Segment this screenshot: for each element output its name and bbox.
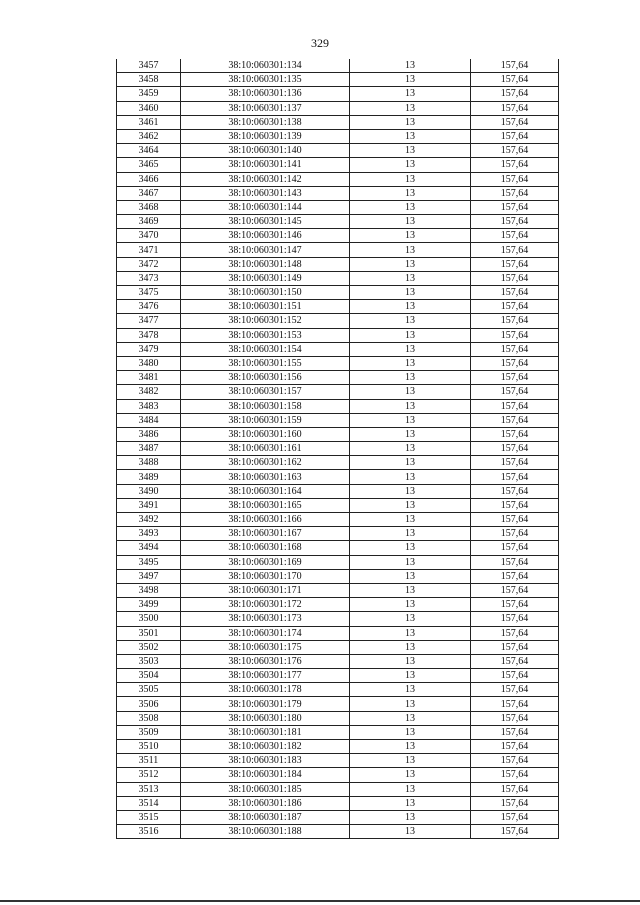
count-cell: 13 [350, 314, 471, 328]
value-cell: 157,64 [471, 669, 559, 683]
row-number-cell: 3487 [117, 442, 181, 456]
value-cell: 157,64 [471, 87, 559, 101]
row-number-cell: 3511 [117, 754, 181, 768]
value-cell: 157,64 [471, 569, 559, 583]
count-cell: 13 [350, 413, 471, 427]
count-cell: 13 [350, 654, 471, 668]
table-row [117, 427, 559, 441]
cadastral-number-cell: 38:10:060301:153 [181, 328, 350, 342]
table-row [117, 186, 559, 200]
table-row [117, 342, 559, 356]
value-cell: 157,64 [471, 243, 559, 257]
value-cell: 157,64 [471, 555, 559, 569]
row-number-cell: 3505 [117, 683, 181, 697]
cadastral-number-cell: 38:10:060301:180 [181, 711, 350, 725]
row-number-cell: 3473 [117, 271, 181, 285]
value-cell: 157,64 [471, 725, 559, 739]
value-cell: 157,64 [471, 356, 559, 370]
cadastral-number-cell: 38:10:060301:158 [181, 399, 350, 413]
value-cell: 157,64 [471, 129, 559, 143]
value-cell: 157,64 [471, 541, 559, 555]
value-cell: 157,64 [471, 172, 559, 186]
row-number-cell: 3468 [117, 200, 181, 214]
table-row [117, 300, 559, 314]
value-cell: 157,64 [471, 654, 559, 668]
value-cell: 157,64 [471, 144, 559, 158]
count-cell: 13 [350, 810, 471, 824]
table-row [117, 101, 559, 115]
count-cell: 13 [350, 470, 471, 484]
value-cell: 157,64 [471, 158, 559, 172]
cadastral-number-cell: 38:10:060301:155 [181, 356, 350, 370]
row-number-cell: 3465 [117, 158, 181, 172]
count-cell: 13 [350, 399, 471, 413]
table-row [117, 229, 559, 243]
table-row [117, 754, 559, 768]
table-body [117, 59, 559, 839]
count-cell: 13 [350, 371, 471, 385]
table-row [117, 569, 559, 583]
cadastral-number-cell: 38:10:060301:188 [181, 825, 350, 839]
count-cell: 13 [350, 87, 471, 101]
cadastral-number-cell: 38:10:060301:157 [181, 385, 350, 399]
row-number-cell: 3508 [117, 711, 181, 725]
row-number-cell: 3475 [117, 286, 181, 300]
value-cell: 157,64 [471, 101, 559, 115]
cadastral-number-cell: 38:10:060301:141 [181, 158, 350, 172]
cadastral-number-cell: 38:10:060301:159 [181, 413, 350, 427]
cadastral-number-cell: 38:10:060301:179 [181, 697, 350, 711]
row-number-cell: 3514 [117, 796, 181, 810]
cadastral-number-cell: 38:10:060301:170 [181, 569, 350, 583]
cadastral-number-cell: 38:10:060301:154 [181, 342, 350, 356]
count-cell: 13 [350, 555, 471, 569]
row-number-cell: 3462 [117, 129, 181, 143]
value-cell: 157,64 [471, 300, 559, 314]
value-cell: 157,64 [471, 115, 559, 129]
table-row [117, 626, 559, 640]
row-number-cell: 3477 [117, 314, 181, 328]
table-row [117, 796, 559, 810]
value-cell: 157,64 [471, 286, 559, 300]
value-cell: 157,64 [471, 73, 559, 87]
table-row [117, 271, 559, 285]
cadastral-number-cell: 38:10:060301:135 [181, 73, 350, 87]
table-row [117, 484, 559, 498]
cadastral-number-cell: 38:10:060301:149 [181, 271, 350, 285]
value-cell: 157,64 [471, 598, 559, 612]
row-number-cell: 3457 [117, 59, 181, 73]
count-cell: 13 [350, 498, 471, 512]
row-number-cell: 3488 [117, 456, 181, 470]
table-row [117, 725, 559, 739]
value-cell: 157,64 [471, 711, 559, 725]
cadastral-number-cell: 38:10:060301:148 [181, 257, 350, 271]
count-cell: 13 [350, 442, 471, 456]
value-cell: 157,64 [471, 229, 559, 243]
table-row [117, 669, 559, 683]
table-row [117, 456, 559, 470]
count-cell: 13 [350, 229, 471, 243]
table-row [117, 215, 559, 229]
count-cell: 13 [350, 796, 471, 810]
value-cell: 157,64 [471, 314, 559, 328]
cadastral-number-cell: 38:10:060301:144 [181, 200, 350, 214]
cadastral-number-cell: 38:10:060301:187 [181, 810, 350, 824]
cadastral-number-cell: 38:10:060301:151 [181, 300, 350, 314]
table-row [117, 314, 559, 328]
row-number-cell: 3476 [117, 300, 181, 314]
table-row [117, 158, 559, 172]
value-cell: 157,64 [471, 342, 559, 356]
table-row [117, 328, 559, 342]
count-cell: 13 [350, 754, 471, 768]
count-cell: 13 [350, 640, 471, 654]
count-cell: 13 [350, 711, 471, 725]
count-cell: 13 [350, 569, 471, 583]
value-cell: 157,64 [471, 768, 559, 782]
row-number-cell: 3509 [117, 725, 181, 739]
cadastral-number-cell: 38:10:060301:178 [181, 683, 350, 697]
row-number-cell: 3482 [117, 385, 181, 399]
row-number-cell: 3484 [117, 413, 181, 427]
cadastral-number-cell: 38:10:060301:176 [181, 654, 350, 668]
row-number-cell: 3471 [117, 243, 181, 257]
count-cell: 13 [350, 59, 471, 73]
table-row [117, 172, 559, 186]
count-cell: 13 [350, 129, 471, 143]
cadastral-number-cell: 38:10:060301:134 [181, 59, 350, 73]
table-row [117, 257, 559, 271]
table-row [117, 555, 559, 569]
table-row [117, 470, 559, 484]
table-row [117, 612, 559, 626]
value-cell: 157,64 [471, 427, 559, 441]
count-cell: 13 [350, 484, 471, 498]
value-cell: 157,64 [471, 527, 559, 541]
value-cell: 157,64 [471, 583, 559, 597]
row-number-cell: 3466 [117, 172, 181, 186]
table-row [117, 654, 559, 668]
cadastral-number-cell: 38:10:060301:140 [181, 144, 350, 158]
value-cell: 157,64 [471, 612, 559, 626]
table-row [117, 640, 559, 654]
row-number-cell: 3491 [117, 498, 181, 512]
value-cell: 157,64 [471, 796, 559, 810]
cadastral-number-cell: 38:10:060301:166 [181, 513, 350, 527]
count-cell: 13 [350, 825, 471, 839]
table-row [117, 356, 559, 370]
cadastral-number-cell: 38:10:060301:163 [181, 470, 350, 484]
count-cell: 13 [350, 541, 471, 555]
row-number-cell: 3490 [117, 484, 181, 498]
value-cell: 157,64 [471, 810, 559, 824]
table-row [117, 59, 559, 73]
count-cell: 13 [350, 257, 471, 271]
value-cell: 157,64 [471, 257, 559, 271]
row-number-cell: 3486 [117, 427, 181, 441]
table-row [117, 200, 559, 214]
value-cell: 157,64 [471, 200, 559, 214]
cadastral-number-cell: 38:10:060301:173 [181, 612, 350, 626]
cadastral-number-cell: 38:10:060301:160 [181, 427, 350, 441]
row-number-cell: 3515 [117, 810, 181, 824]
row-number-cell: 3469 [117, 215, 181, 229]
table-row [117, 115, 559, 129]
cadastral-number-cell: 38:10:060301:174 [181, 626, 350, 640]
count-cell: 13 [350, 115, 471, 129]
cadastral-table [116, 59, 559, 839]
row-number-cell: 3489 [117, 470, 181, 484]
cadastral-number-cell: 38:10:060301:139 [181, 129, 350, 143]
count-cell: 13 [350, 683, 471, 697]
table-row [117, 697, 559, 711]
table-row [117, 413, 559, 427]
cadastral-number-cell: 38:10:060301:167 [181, 527, 350, 541]
row-number-cell: 3506 [117, 697, 181, 711]
count-cell: 13 [350, 158, 471, 172]
value-cell: 157,64 [471, 782, 559, 796]
table-row [117, 711, 559, 725]
row-number-cell: 3492 [117, 513, 181, 527]
cadastral-number-cell: 38:10:060301:152 [181, 314, 350, 328]
row-number-cell: 3503 [117, 654, 181, 668]
cadastral-number-cell: 38:10:060301:137 [181, 101, 350, 115]
row-number-cell: 3460 [117, 101, 181, 115]
count-cell: 13 [350, 513, 471, 527]
count-cell: 13 [350, 527, 471, 541]
value-cell: 157,64 [471, 413, 559, 427]
cadastral-number-cell: 38:10:060301:146 [181, 229, 350, 243]
count-cell: 13 [350, 583, 471, 597]
row-number-cell: 3478 [117, 328, 181, 342]
cadastral-number-cell: 38:10:060301:165 [181, 498, 350, 512]
count-cell: 13 [350, 356, 471, 370]
row-number-cell: 3516 [117, 825, 181, 839]
table-row [117, 243, 559, 257]
row-number-cell: 3493 [117, 527, 181, 541]
table-row [117, 385, 559, 399]
row-number-cell: 3510 [117, 740, 181, 754]
count-cell: 13 [350, 101, 471, 115]
row-number-cell: 3461 [117, 115, 181, 129]
value-cell: 157,64 [471, 470, 559, 484]
cadastral-number-cell: 38:10:060301:185 [181, 782, 350, 796]
count-cell: 13 [350, 271, 471, 285]
count-cell: 13 [350, 300, 471, 314]
count-cell: 13 [350, 385, 471, 399]
cadastral-number-cell: 38:10:060301:142 [181, 172, 350, 186]
table-row [117, 73, 559, 87]
count-cell: 13 [350, 328, 471, 342]
count-cell: 13 [350, 697, 471, 711]
row-number-cell: 3494 [117, 541, 181, 555]
table-row [117, 513, 559, 527]
count-cell: 13 [350, 144, 471, 158]
row-number-cell: 3504 [117, 669, 181, 683]
count-cell: 13 [350, 725, 471, 739]
row-number-cell: 3513 [117, 782, 181, 796]
cadastral-number-cell: 38:10:060301:184 [181, 768, 350, 782]
count-cell: 13 [350, 612, 471, 626]
count-cell: 13 [350, 427, 471, 441]
value-cell: 157,64 [471, 626, 559, 640]
table-row [117, 87, 559, 101]
table-row [117, 683, 559, 697]
row-number-cell: 3500 [117, 612, 181, 626]
cadastral-number-cell: 38:10:060301:172 [181, 598, 350, 612]
table-row [117, 399, 559, 413]
value-cell: 157,64 [471, 59, 559, 73]
cadastral-number-cell: 38:10:060301:177 [181, 669, 350, 683]
bottom-rule [0, 900, 640, 902]
row-number-cell: 3467 [117, 186, 181, 200]
value-cell: 157,64 [471, 498, 559, 512]
table-row [117, 371, 559, 385]
table-row [117, 527, 559, 541]
row-number-cell: 3481 [117, 371, 181, 385]
cadastral-number-cell: 38:10:060301:186 [181, 796, 350, 810]
table-row [117, 286, 559, 300]
row-number-cell: 3479 [117, 342, 181, 356]
cadastral-number-cell: 38:10:060301:169 [181, 555, 350, 569]
cadastral-number-cell: 38:10:060301:143 [181, 186, 350, 200]
value-cell: 157,64 [471, 697, 559, 711]
cadastral-number-cell: 38:10:060301:136 [181, 87, 350, 101]
cadastral-number-cell: 38:10:060301:181 [181, 725, 350, 739]
cadastral-number-cell: 38:10:060301:156 [181, 371, 350, 385]
row-number-cell: 3458 [117, 73, 181, 87]
cadastral-number-cell: 38:10:060301:171 [181, 583, 350, 597]
cadastral-number-cell: 38:10:060301:183 [181, 754, 350, 768]
value-cell: 157,64 [471, 399, 559, 413]
row-number-cell: 3480 [117, 356, 181, 370]
page-number: 329 [311, 36, 329, 50]
table-row [117, 541, 559, 555]
table-row [117, 583, 559, 597]
table-row [117, 598, 559, 612]
table-row [117, 810, 559, 824]
value-cell: 157,64 [471, 683, 559, 697]
value-cell: 157,64 [471, 385, 559, 399]
table-row [117, 740, 559, 754]
row-number-cell: 3464 [117, 144, 181, 158]
cadastral-number-cell: 38:10:060301:164 [181, 484, 350, 498]
row-number-cell: 3497 [117, 569, 181, 583]
count-cell: 13 [350, 598, 471, 612]
value-cell: 157,64 [471, 271, 559, 285]
row-number-cell: 3501 [117, 626, 181, 640]
cadastral-number-cell: 38:10:060301:150 [181, 286, 350, 300]
cadastral-number-cell: 38:10:060301:138 [181, 115, 350, 129]
row-number-cell: 3502 [117, 640, 181, 654]
cadastral-number-cell: 38:10:060301:175 [181, 640, 350, 654]
count-cell: 13 [350, 342, 471, 356]
cadastral-number-cell: 38:10:060301:162 [181, 456, 350, 470]
count-cell: 13 [350, 782, 471, 796]
count-cell: 13 [350, 768, 471, 782]
value-cell: 157,64 [471, 215, 559, 229]
value-cell: 157,64 [471, 442, 559, 456]
table-row [117, 144, 559, 158]
cadastral-number-cell: 38:10:060301:145 [181, 215, 350, 229]
count-cell: 13 [350, 172, 471, 186]
cadastral-number-cell: 38:10:060301:147 [181, 243, 350, 257]
value-cell: 157,64 [471, 328, 559, 342]
row-number-cell: 3495 [117, 555, 181, 569]
value-cell: 157,64 [471, 456, 559, 470]
value-cell: 157,64 [471, 640, 559, 654]
row-number-cell: 3499 [117, 598, 181, 612]
table-row [117, 825, 559, 839]
table-row [117, 129, 559, 143]
row-number-cell: 3472 [117, 257, 181, 271]
row-number-cell: 3470 [117, 229, 181, 243]
value-cell: 157,64 [471, 186, 559, 200]
value-cell: 157,64 [471, 754, 559, 768]
count-cell: 13 [350, 456, 471, 470]
count-cell: 13 [350, 243, 471, 257]
row-number-cell: 3498 [117, 583, 181, 597]
count-cell: 13 [350, 215, 471, 229]
row-number-cell: 3459 [117, 87, 181, 101]
count-cell: 13 [350, 200, 471, 214]
value-cell: 157,64 [471, 825, 559, 839]
value-cell: 157,64 [471, 740, 559, 754]
cadastral-number-cell: 38:10:060301:161 [181, 442, 350, 456]
table-row [117, 782, 559, 796]
cadastral-number-cell: 38:10:060301:168 [181, 541, 350, 555]
cadastral-number-cell: 38:10:060301:182 [181, 740, 350, 754]
count-cell: 13 [350, 73, 471, 87]
value-cell: 157,64 [471, 484, 559, 498]
count-cell: 13 [350, 286, 471, 300]
table-row [117, 768, 559, 782]
count-cell: 13 [350, 186, 471, 200]
value-cell: 157,64 [471, 371, 559, 385]
table-row [117, 498, 559, 512]
count-cell: 13 [350, 740, 471, 754]
row-number-cell: 3483 [117, 399, 181, 413]
value-cell: 157,64 [471, 513, 559, 527]
count-cell: 13 [350, 669, 471, 683]
count-cell: 13 [350, 626, 471, 640]
row-number-cell: 3512 [117, 768, 181, 782]
table-row [117, 442, 559, 456]
